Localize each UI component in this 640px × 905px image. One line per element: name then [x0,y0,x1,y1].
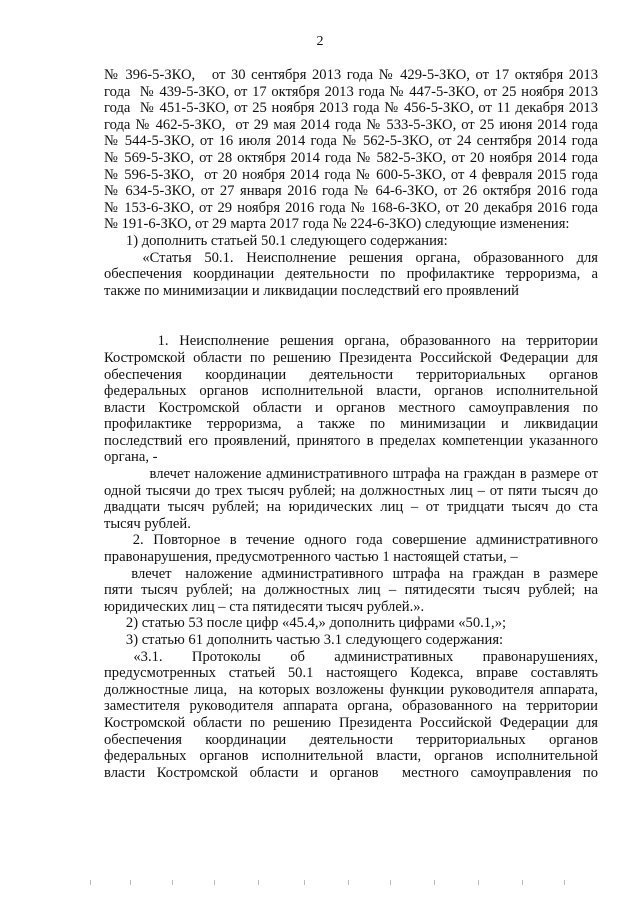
text-line: обеспечения координации деятельности по профилактике терроризма, а [104,266,598,283]
text-line: власти Костромской области и органов местного самоуправления по [104,764,598,781]
amendment-item-2: 2) статью 53 после цифр «45.4,» дополнить цифрами «50.1,»; [104,615,507,632]
document-body [104,67,598,781]
text-line: 2. Повторное в течение одного года совершение административного [104,532,598,549]
text-line: должностные лица, на которых возложены функции руководителя аппарата, [104,681,598,698]
text-line: № 191-6-ЗКО, от 29 марта 2017 года № 224-6-ЗКО) следующие изменения: [104,216,570,233]
text-line: юридических лиц – ста пятидесяти тысяч рублей.». [104,598,425,615]
article-part-1 [104,333,598,466]
amendment-item-1: 1) дополнить статьей 50.1 следующего содержания: [104,232,448,249]
text-line: одной тысячи до трех тысяч рублей; на должностных лиц – от пяти тысяч до [104,482,598,499]
text-line: «Статья 50.1. Неисполнение решения органа, образованного для [104,249,598,266]
text-line: обеспечения координации деятельности территориальных органов [104,731,598,748]
text-line: № 153-6-ЗКО, от 29 ноября 2016 года № 168-6-ЗКО, от 20 декабря 2016 года [104,199,598,216]
text-line: органа, - [104,449,158,466]
page-number: 2 [316,34,324,49]
spacer [104,299,598,333]
text-line: влечет наложение административного штрафа на граждан в размере от [104,466,598,483]
article-part-2 [104,532,598,565]
text-line: № 396-5-ЗКО, от 30 сентября 2013 года № 429-5-ЗКО, от 17 октября 2013 [104,67,598,83]
text-line: федеральных органов исполнительной власти, органов исполнительной [104,383,598,400]
text-line: заместителя руководителя аппарата органа, образованного на территории [104,698,598,715]
text-line: пяти тысяч рублей; на должностных лиц – пятидесяти тысяч рублей; на [104,582,598,599]
article-part-1-penalty [104,466,598,532]
text-line: № 634-5-ЗКО, от 27 января 2016 года № 64-6-ЗКО, от 26 октября 2016 года [104,183,598,200]
text-line: власти Костромской области и органов местного самоуправления по [104,399,598,416]
text-line: 1. Неисполнение решения органа, образованного на территории [104,333,598,350]
text-line: последствий его проявлений, принятого в пределах компетенции указанного [104,432,598,449]
article-title [104,250,598,300]
text-line: Костромской области по решению Президента Российской Федерации для [104,714,598,731]
text-line: предусмотренных статьей 50.1 настоящего Кодекса, вправе составлять [104,665,598,682]
text-line: года № 451-5-ЗКО, от 25 ноября 2013 года № 456-5-ЗКО, от 11 декабря 2013 [104,100,598,117]
text-line: влечет наложение административного штрафа на граждан в размере [104,565,598,582]
text-line: года № 462-5-ЗКО, от 29 мая 2014 года № 533-5-ЗКО, от 25 июня 2014 года [104,116,598,133]
text-line: № 569-5-ЗКО, от 28 октября 2014 года № 582-5-ЗКО, от 20 ноября 2014 года [104,149,598,166]
article-part-2-penalty [104,566,598,616]
part-3-1 [104,649,598,782]
text-line: также по минимизации и ликвидации последствий его проявлений [104,282,519,299]
text-line: № 596-5-ЗКО, от 20 ноября 2014 года № 600-5-ЗКО, от 4 февраля 2015 года [104,166,598,183]
text-line: обеспечения координации деятельности территориальных органов [104,366,598,383]
amendment-item-3: 3) статью 61 дополнить частью 3.1 следующего содержания: [104,632,504,648]
intro-paragraph [104,67,598,233]
text-line: федеральных органов исполнительной власти, органов исполнительной [104,748,598,765]
text-line: года № 439-5-ЗКО, от 17 октября 2013 года № 447-5-ЗКО, от 25 ноября 2013 [104,83,598,100]
text-line: правонарушения, предусмотренного частью 1 настоящей статьи, – [104,549,518,566]
text-line: тысяч рублей. [104,515,191,532]
text-line: двадцати тысяч рублей; на юридических лиц – от тридцати тысяч до ста [104,499,598,516]
scan-artifact-dots [90,880,610,886]
text-line: профилактике терроризма, а также по минимизации и ликвидации [104,416,598,433]
text-line: «3.1. Протоколы об административных правонарушениях, [104,648,598,665]
text-line: № 544-5-ЗКО, от 16 июля 2014 года № 562-5-ЗКО, от 24 сентября 2014 года [104,133,598,150]
text-line: Костромской области по решению Президента Российской Федерации для [104,349,598,366]
